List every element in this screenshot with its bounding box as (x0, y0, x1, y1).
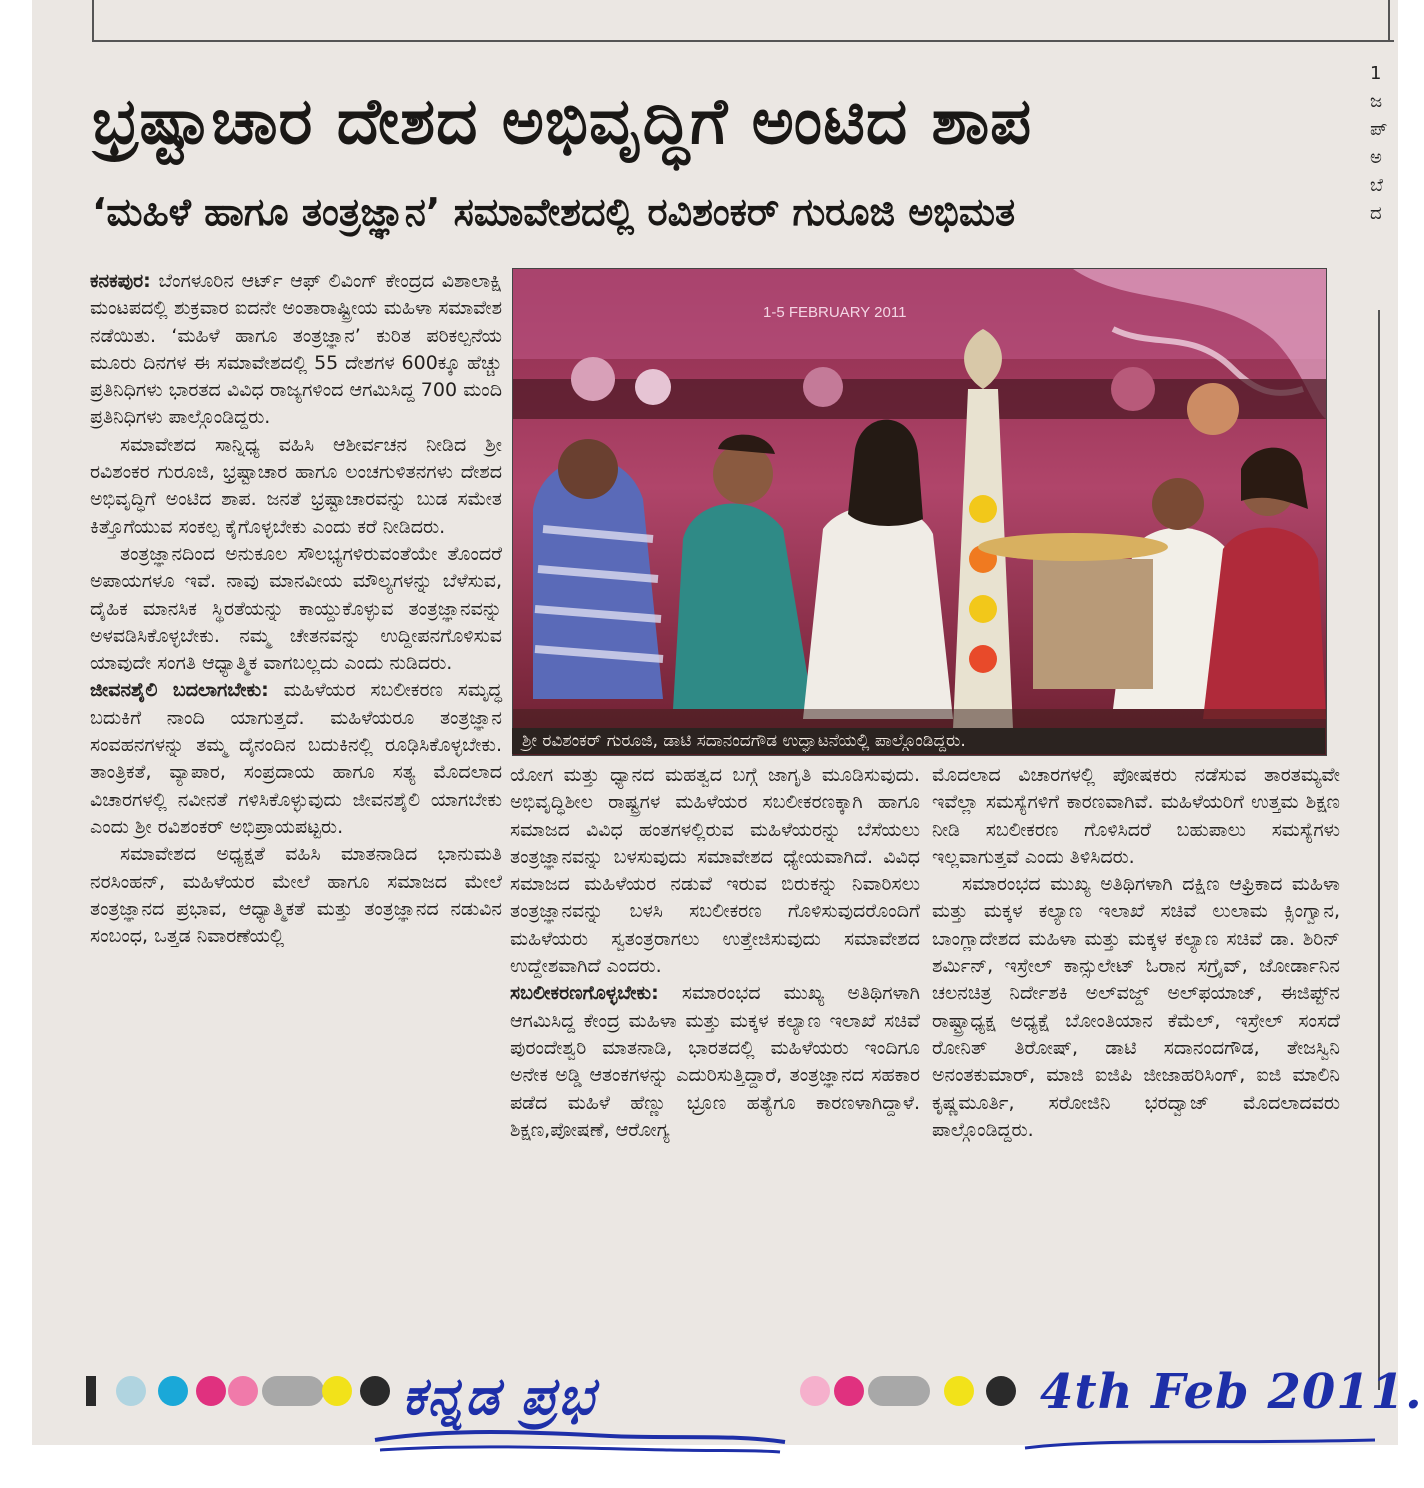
article-column-1 (90, 268, 502, 950)
event-photo (512, 268, 1327, 756)
adjacent-article-fragment (1370, 60, 1410, 228)
paragraph-4 (90, 677, 502, 841)
fragment-char: ಬೆ (1370, 175, 1384, 196)
paragraph-1-text: ಬೆಂಗಳೂರಿನ ಆರ್ಟ್ ಆಫ್ ಲಿವಿಂಗ್ ಕೇಂದ್ರದ ವಿಶಾಲಾಕ್ಷಿ ಮಂಟಪದಲ್ಲಿ ಶುಕ್ರವಾರ ಐದನೇ ಅಂತಾರಾಷ್ಟ್ರೀಯ ಮಹಿಳಾ ಸಮಾವೇಶ ನಡೆಯಿತು. ‘ಮಹಿಳೆ ಹಾಗೂ ತಂತ್ರಜ್ಞಾನ’ ಕುರಿತ ಪರಿಕಲ್ಪನೆಯ ಮೂರು ದಿನಗಳ ಈ ಸಮಾವೇಶದಲ್ಲಿ 55 ದೇಶಗಳ 600ಕ್ಕೂ ಹೆಚ್ಚು ಪ್ರತಿನಿಧಿಗಳು ಭಾರತದ ವಿವಿಧ ರಾಜ್ಯಗಳಿಂದ ಆಗಮಿಸಿದ್ದ 700 ಮಂದಿ ಪ್ರತಿನಿಧಿಗಳು ಪಾಲ್ಗೊಂಡಿದ್ದರು. (90, 270, 502, 429)
registration-dot-black (360, 1376, 390, 1406)
fragment-char: ಪ್ (1370, 119, 1388, 140)
headline: ಭ್ರಷ್ಟಾಚಾರ ದೇಶದ ಅಭಿವೃದ್ಧಿಗೆ ಅಂಟಿದ ಶಾಪ (92, 85, 1033, 159)
handwritten-underline-name (370, 1420, 790, 1460)
registration-dot-gray (262, 1376, 324, 1406)
registration-dot-yellow (322, 1376, 352, 1406)
handwritten-paper-name: ಕನ್ನಡ ಪ್ರಭ (402, 1366, 596, 1427)
registration-dot-pink (800, 1376, 830, 1406)
column-divider-right (1378, 310, 1380, 1390)
paragraph-5: ಸಮಾವೇಶದ ಅಧ್ಯಕ್ಷತೆ ವಹಿಸಿ ಮಾತನಾಡಿದ ಭಾನುಮತಿ ನರಸಿಂಹನ್, ಮಹಿಳೆಯರ ಮೇಲೆ ಹಾಗೂ ಸಮಾಜದ ಮೇಲೆ ತಂತ್ರಜ್ಞಾನದ ಪ್ರಭಾವ, ಆಧ್ಯಾತ್ಮಿಕತೆ ಮತ್ತು ತಂತ್ರಜ್ಞಾನದ ನಡುವಿನ ಸಂಬಂಧ, ಒತ್ತಡ ನಿವಾರಣೆಯಲ್ಲಿ (90, 843, 502, 948)
subhead-lifestyle: ಜೀವನಶೈಲಿ ಬದಲಾಗಬೇಕು: (90, 679, 269, 702)
paragraph-8: ಮೊದಲಾದ ವಿಚಾರಗಳಲ್ಲಿ ಪೋಷಕರು ನಡೆಸುವ ತಾರತಮ್ಯವೇ ಇವೆಲ್ಲಾ ಸಮಸ್ಯೆಗಳಿಗೆ ಕಾರಣವಾಗಿವೆ. ಮಹಿಳೆಯರಿಗೆ ಉತ್ತಮ ಶಿಕ್ಷಣ ನೀಡಿ ಸಬಲೀಕರಣ ಗೊಳಿಸಿದರೆ ಬಹುಪಾಲು ಸಮಸ್ಯೆಗಳು ಇಲ್ಲವಾಗುತ್ತವೆ ಎಂದು ತಿಳಿಸಿದರು. (932, 764, 1340, 868)
paragraph-3: ತಂತ್ರಜ್ಞಾನದಿಂದ ಅನುಕೂಲ ಸೌಲಭ್ಯಗಳಿರುವಂತೆಯೇ ತೊಂದರೆ ಅಪಾಯಗಳೂ ಇವೆ. ನಾವು ಮಾನವೀಯ ಮೌಲ್ಯಗಳನ್ನು ಬೆಳೆಸುವ, ದೈಹಿಕ ಮಾನಸಿಕ ಸ್ಥಿರತೆಯನ್ನು ಕಾಯ್ದುಕೊಳ್ಳುವ ತಂತ್ರಜ್ಞಾನವನ್ನು ಅಳವಡಿಸಿಕೊಳ್ಳಬೇಕು. ನಮ್ಮ ಚೇತನವನ್ನು ಉದ್ದೀಪನಗೊಳಿಸುವ ಯಾವುದೇ ಸಂಗತಿ ಆಧ್ಯಾತ್ಮಿಕ ವಾಗಬಲ್ಲದು ಎಂದು ನುಡಿದರು. (90, 542, 502, 675)
photo-caption: ಶ್ರೀ ರವಿಶಂಕರ್ ಗುರೂಜಿ, ಡಾಟಿ ಸದಾನಂದಗೌಡ ಉದ್ಘಾಟನೆಯಲ್ಲಿ ಪಾಲ್ಗೊಂಡಿದ್ದರು. (512, 728, 1325, 754)
registration-dot-cyan (158, 1376, 188, 1406)
registration-dot-gray (868, 1376, 930, 1406)
registration-dot-pink (228, 1376, 258, 1406)
registration-dot-black (986, 1376, 1016, 1406)
paragraph-2: ಸಮಾವೇಶದ ಸಾನ್ನಿಧ್ಯ ವಹಿಸಿ ಆಶೀರ್ವಚನ ನೀಡಿದ ಶ್ರೀ ರವಿಶಂಕರ ಗುರೂಜಿ, ಭ್ರಷ್ಟಾಚಾರ ಹಾಗೂ ಲಂಚಗುಳಿತನಗಳು ದೇಶದ ಅಭಿವೃದ್ಧಿಗೆ ಅಂಟಿದ ಶಾಪ. ಜನತೆ ಭ್ರಷ್ಟಾಚಾರವನ್ನು ಬುಡ ಸಮೇತ ಕಿತ್ತೊಗೆಯುವ ಸಂಕಲ್ಪ ಕೈಗೊಳ್ಳಬೇಕು ಎಂದು ಕರೆ ನೀಡಿದರು. (90, 433, 502, 538)
previous-article-border (92, 0, 1394, 42)
fragment-char: ಜ (1370, 91, 1383, 112)
subheadline: ‘ಮಹಿಳೆ ಹಾಗೂ ತಂತ್ರಜ್ಞಾನ’ ಸಮಾವೇಶದಲ್ಲಿ ರವಿಶಂಕರ್ ಗುರೂಜಿ ಅಭಿಮತ (92, 190, 1016, 234)
handwritten-date: 4th Feb 2011. (1040, 1364, 1423, 1420)
article-column-3 (932, 762, 1340, 1144)
paragraph-6: ಯೋಗ ಮತ್ತು ಧ್ಯಾನದ ಮಹತ್ವದ ಬಗ್ಗೆ ಜಾಗೃತಿ ಮೂಡಿಸುವುದು. ಅಭಿವೃದ್ಧಿಶೀಲ ರಾಷ್ಟ್ರಗಳ ಮಹಿಳೆಯರ ಸಬಲೀಕರಣಕ್ಕಾಗಿ ಹಾಗೂ ಸಮಾಜದ ವಿವಿಧ ಹಂತಗಳಲ್ಲಿರುವ ಮಹಿಳೆಯರನ್ನು ಬೆಸೆಯಲು ತಂತ್ರಜ್ಞಾನವನ್ನು ಬಳಸುವುದು ಸಮಾವೇಶದ ಧ್ಯೇಯವಾಗಿದೆ. ವಿವಿಧ ಸಮಾಜದ ಮಹಿಳೆಯರ ನಡುವೆ ಇರುವ ಬಿರುಕನ್ನು ನಿವಾರಿಸಲು ತಂತ್ರಜ್ಞಾನವನ್ನು ಬಳಸಿ ಸಬಲೀಕರಣ ಗೊಳಿಸುವುದರೊಂದಿಗೆ ಮಹಿಳೆಯರು ಸ್ವತಂತ್ರರಾಗಲು ಉತ್ತೇಜಿಸುವುದು ಸಮಾವೇಶದ ಉದ್ದೇಶವಾಗಿದೆ ಎಂದರು. (510, 764, 920, 978)
paragraph-9: ಸಮಾರಂಭದ ಮುಖ್ಯ ಅತಿಥಿಗಳಾಗಿ ದಕ್ಷಿಣ ಆಫ್ರಿಕಾದ ಮಹಿಳಾ ಮತ್ತು ಮಕ್ಕಳ ಕಲ್ಯಾಣ ಇಲಾಖೆ ಸಚಿವೆ ಲುಲಾಮ ಕ್ಸಿಂಗ್ವಾನ, ಬಾಂಗ್ಲಾದೇಶದ ಮಹಿಳಾ ಮತ್ತು ಮಕ್ಕಳ ಕಲ್ಯಾಣ ಸಚಿವೆ ಡಾ. ಶಿರಿನ್ ಶರ್ಮಿನ್, ಇಸ್ರೇಲ್ ಕಾನ್ಸುಲೇಟ್ ಓರಾನ ಸಗ್ರೈವ್, ಜೋರ್ಡಾನಿನ ಚಲನಚಿತ್ರ ನಿರ್ದೇಶಕಿ ಅಲ್‌ವಜ್ದ್ ಅಲ್‌ಫಯಾಜ್, ಈಜಿಪ್ಟ್‌ನ ರಾಷ್ಟ್ರಾಧ್ಯಕ್ಷ ಅಧ್ಯಕ್ಷೆ ಬೋಂತಿಯಾನ ಕೆಮೆಲ್, ಇಸ್ರೇಲ್ ಸಂಸದೆ ರೋನಿತ್ ತಿರೋಷ್, ಡಾಟಿ ಸದಾನಂದಗೌಡ, ತೇಜಸ್ವಿನಿ ಅನಂತಕುಮಾರ್, ಮಾಜಿ ಐಜಿಪಿ ಜೀಜಾಹರಿಸಿಂಗ್, ಐಜಿ ಮಾಲಿನಿ ಕೃಷ್ಣಮೂರ್ತಿ, ಸರೋಜಿನಿ ಭರದ್ವಾಜ್ ಮೊದಲಾದವರು ಪಾಲ್ಗೊಂಡಿದ್ದರು. (932, 873, 1340, 1141)
article-column-2 (510, 762, 920, 1144)
handwritten-underline-date (1020, 1430, 1380, 1460)
paragraph-4-text: ಮಹಿಳೆಯರ ಸಬಲೀಕರಣ ಸಮೃದ್ಧ ಬದುಕಿಗೆ ನಾಂದಿ ಯಾಗುತ್ತದೆ. ಮಹಿಳೆಯರೂ ತಂತ್ರಜ್ಞಾನ ಸಂವಹನಗಳನ್ನು ತಮ್ಮ ದೈನಂದಿನ ಬದುಕಿನಲ್ಲಿ ರೂಢಿಸಿಕೊಳ್ಳಬೇಕು. ತಾಂತ್ರಿಕತೆ, ವ್ಯಾಪಾರ, ಸಂಪ್ರದಾಯ ಹಾಗೂ ಸತ್ಯ ಮೊದಲಾದ ವಿಚಾರಗಳಲ್ಲಿ ನವೀನತೆ ಗಳಿಸಿಕೊಳ್ಳುವುದು ಜೀವನಶೈಲಿ ಯಾಗಬೇಕು ಎಂದು ಶ್ರೀ ರವಿಶಂಕರ್ ಅಭಿಪ್ರಾಯಪಟ್ಟರು. (90, 679, 503, 838)
fragment-char: ಅ (1370, 147, 1382, 168)
registration-black-bar (86, 1376, 96, 1406)
paragraph-1 (90, 268, 502, 432)
dateline: ಕನಕಪುರ: (90, 270, 151, 292)
registration-dot-magenta (196, 1376, 226, 1406)
registration-dot-yellow (944, 1376, 974, 1406)
fragment-char: ದ (1370, 203, 1382, 224)
paragraph-7-text: ಸಮಾರಂಭದ ಮುಖ್ಯ ಅತಿಥಿಗಳಾಗಿ ಆಗಮಿಸಿದ್ದ ಕೇಂದ್ರ ಮಹಿಳಾ ಮತ್ತು ಮಕ್ಕಳ ಕಲ್ಯಾಣ ಇಲಾಖೆ ಸಚಿವೆ ಪುರಂದೇಶ್ವರಿ ಮಾತನಾಡಿ, ಭಾರತದಲ್ಲಿ ಮಹಿಳೆಯರು ಇಂದಿಗೂ ಅನೇಕ ಅಡ್ಡಿ ಆತಂಕಗಳನ್ನು ಎದುರಿಸುತ್ತಿದ್ದಾರೆ, ತಂತ್ರಜ್ಞಾನದ ಸಹಕಾರ ಪಡೆದ ಮಹಿಳೆ ಹೆಣ್ಣು ಭ್ರೂಣ ಹತ್ಯೆಗೂ ಕಾರಣಳಾಗಿದ್ದಾಳೆ. ಶಿಕ್ಷಣ,ಪೋಷಣೆ, ಆರೋಗ್ಯ (510, 982, 920, 1141)
photo-banner-text: 1-5 FEBRUARY 2011 (763, 304, 907, 321)
subhead-empowerment: ಸಬಲೀಕರಣಗೊಳ್ಳಬೇಕು: (510, 982, 659, 1005)
registration-dot-gray (116, 1376, 146, 1406)
fragment-char: 1 (1370, 63, 1382, 84)
paragraph-7 (510, 980, 920, 1144)
registration-dot-magenta (834, 1376, 864, 1406)
previous-article-border-right (1388, 0, 1390, 40)
